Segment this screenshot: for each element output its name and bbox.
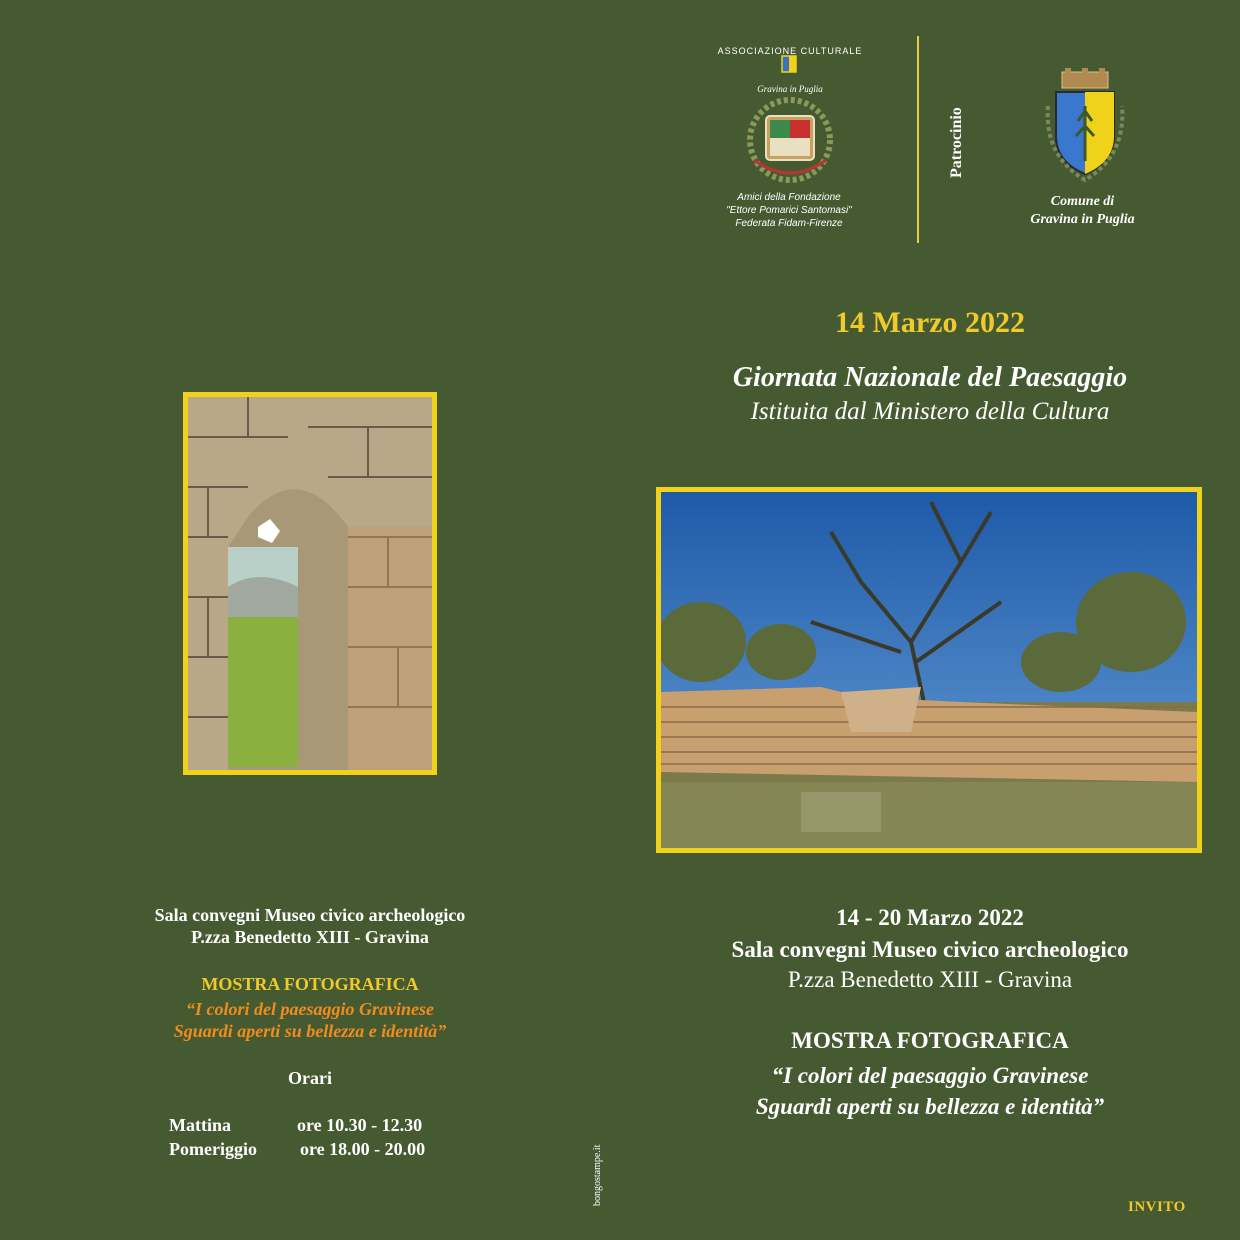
right-exhibition-title: MOSTRA FOTOGRAFICA bbox=[791, 1028, 1069, 1053]
comune-caption-line: Comune di bbox=[1050, 194, 1115, 209]
comune-caption bbox=[1000, 193, 1165, 229]
comune-caption-line: Gravina in Puglia bbox=[1030, 212, 1135, 227]
hours-title: Orari bbox=[288, 1068, 332, 1088]
right-exhibition-quote bbox=[620, 1060, 1240, 1122]
hours-row bbox=[169, 1139, 425, 1160]
event-date-title: 14 Marzo 2022 bbox=[835, 306, 1025, 339]
photo-stone-doorway bbox=[183, 392, 437, 775]
hours-time: ore 10.30 - 12.30 bbox=[297, 1115, 423, 1135]
event-title: Giornata Nazionale del Paesaggio bbox=[732, 362, 1128, 393]
left-venue-line: P.zza Benedetto XIII - Gravina bbox=[191, 927, 429, 947]
right-address: P.zza Benedetto XIII - Gravina bbox=[787, 967, 1073, 992]
coat-of-arms-icon bbox=[1040, 66, 1130, 186]
association-emblem-icon bbox=[720, 40, 860, 190]
hours-label: Pomeriggio bbox=[169, 1139, 257, 1159]
photo-tree-landscape bbox=[656, 487, 1202, 853]
hours-time: ore 18.00 - 20.00 bbox=[300, 1139, 426, 1159]
stone-doorway-image bbox=[188, 397, 432, 770]
right-quote-line: “I colori del paesaggio Gravinese bbox=[771, 1063, 1089, 1088]
header-divider bbox=[917, 36, 919, 243]
left-venue-line: Sala convegni Museo civico archeologico bbox=[154, 905, 466, 925]
left-exhibition-title: MOSTRA FOTOGRAFICA bbox=[201, 974, 419, 994]
association-caption bbox=[700, 191, 878, 230]
association-name: ASSOCIAZIONE CULTURALE bbox=[717, 46, 863, 56]
right-quote-line: Sguardi aperti su bellezza e identità” bbox=[755, 1094, 1105, 1119]
patronage-label: Patrocinio bbox=[948, 107, 965, 178]
left-quote-line: Sguardi aperti su bellezza e identità” bbox=[173, 1021, 447, 1041]
left-exhibition-quote bbox=[100, 998, 520, 1042]
association-caption-line: Amici della Fondazione bbox=[737, 192, 841, 203]
invite-label: INVITO bbox=[1128, 1199, 1186, 1215]
left-venue bbox=[100, 904, 520, 948]
exhibition-dates: 14 - 20 Marzo 2022 bbox=[836, 905, 1024, 930]
association-caption-line: "Ettore Pomarici Santomasi" bbox=[726, 205, 852, 216]
event-subtitle: Istituita dal Ministero della Cultura bbox=[750, 398, 1110, 425]
hours-row bbox=[169, 1115, 422, 1136]
hours-label: Mattina bbox=[169, 1115, 231, 1135]
right-venue: Sala convegni Museo civico archeologico bbox=[731, 937, 1129, 962]
printer-credit: bongostampe.it bbox=[592, 1144, 603, 1206]
association-caption-line: Federata Fidam-Firenze bbox=[735, 218, 843, 229]
tree-landscape-image bbox=[661, 492, 1197, 848]
left-quote-line: “I colori del paesaggio Gravinese bbox=[186, 999, 434, 1019]
association-city: Gravina in Puglia bbox=[757, 84, 823, 94]
